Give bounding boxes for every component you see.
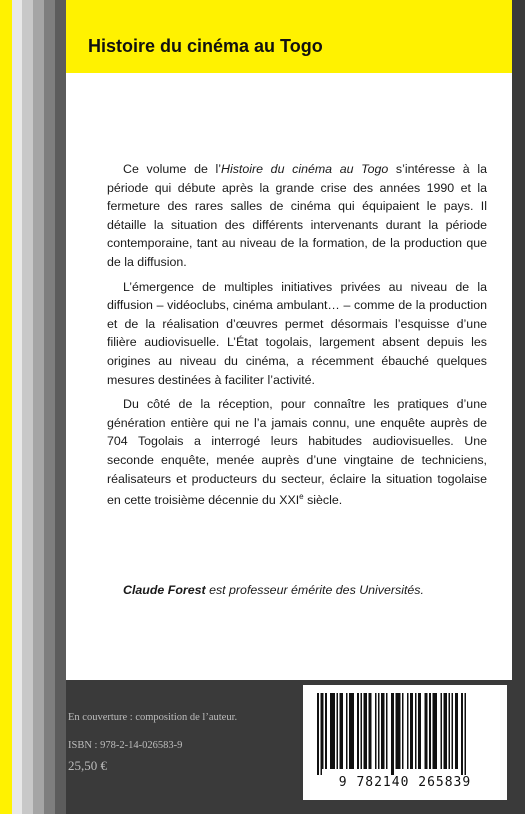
- barcode-bar: [433, 693, 435, 769]
- barcode-bar: [445, 693, 447, 769]
- p3-text-a: Du côté de la réception, pour connaître les pratiques d’une génération entière qui ne l’a jamais connu, une enquête auprès de 704 Togolais a interrogé leurs habitudes audiovisuelles. Une seconde enquête, menée auprès d’une vingtaine de techniciens, réalisateurs et producteurs du secteur, éclaire la situation togolaise en cette troisième décennie du XXI: [107, 397, 487, 508]
- barcode-bar: [361, 693, 363, 769]
- barcode-bar: [369, 693, 371, 769]
- barcode-bar: [410, 693, 412, 769]
- p3-superscript: e: [299, 492, 304, 502]
- stripe: [44, 0, 55, 814]
- back-cover-text: [107, 160, 487, 516]
- author-description: est professeur émérite des Universités.: [205, 583, 424, 597]
- barcode-bar: [397, 693, 399, 769]
- barcode-bar: [415, 693, 417, 769]
- barcode-bar: [317, 693, 319, 775]
- barcode-bar: [425, 693, 427, 769]
- book-title: Histoire du cinéma au Togo: [88, 36, 323, 56]
- p3-text-b: siècle.: [303, 493, 343, 508]
- barcode-bar: [436, 693, 438, 769]
- author-name: Claude Forest: [123, 583, 206, 597]
- barcode-bar: [386, 693, 388, 769]
- stripe: [33, 0, 44, 814]
- barcode-bar: [322, 693, 324, 769]
- barcode-bar: [365, 693, 367, 769]
- p1-text-a: Ce volume de l’: [123, 162, 222, 176]
- barcode-bar: [429, 693, 431, 769]
- isbn: ISBN : 978-2-14-026583-9: [68, 740, 183, 751]
- barcode-bar: [441, 693, 443, 769]
- barcode-bar: [449, 693, 451, 769]
- barcode-bar: [444, 693, 446, 769]
- price: 25,50 €: [68, 758, 107, 773]
- author-line: [123, 583, 424, 597]
- barcode-bar: [353, 693, 355, 769]
- p1-text-b: s’intéresse à la période qui débute après la grande crise des années 1990 et la fermeture des rares salles de cinéma qui équipaient le pays. Il détaille la situation des différents intervenants durant la période contemporaine, tant au niveau de la formation, de la production que de la diffusion.: [107, 162, 487, 269]
- barcode-number: 9 782140 265839: [338, 775, 472, 790]
- stripe: [55, 0, 66, 814]
- barcode-bar: [426, 693, 428, 769]
- barcode-bar: [378, 693, 380, 769]
- barcode-bar: [341, 693, 343, 769]
- barcode-bar: [412, 693, 414, 769]
- barcode-bar: [407, 693, 409, 769]
- barcode-bar: [399, 693, 401, 769]
- p1-title-italic: Histoire du cinéma au Togo: [221, 162, 389, 176]
- barcode-bar: [455, 693, 457, 769]
- barcode-bar: [337, 693, 339, 769]
- barcode-bar: [402, 693, 404, 769]
- paragraph-2: L’émergence de multiples initiatives privées au niveau de la diffusion – vidéoclubs, cinéma ambulant… – comme de la production et de la réalisation d’œuvres permet désormais l’esquisse d’une filière audiovisuelle. L’État togolais, largement absent depuis les origines au niveau du cinéma, a récemment ébauché quelques mesures destinées à faciliter l’activité.: [107, 279, 487, 387]
- paragraph-3: [107, 395, 487, 510]
- barcode-bar: [321, 693, 323, 775]
- barcode-bar: [357, 693, 359, 769]
- barcode-bar: [375, 693, 377, 769]
- barcode-bar: [325, 693, 327, 769]
- barcode-bar: [420, 693, 422, 769]
- barcode-bar: [349, 693, 351, 769]
- barcode-bar: [381, 693, 383, 769]
- barcode-bar: [364, 693, 366, 769]
- stripe: [12, 0, 22, 814]
- barcode-bar: [370, 693, 372, 769]
- stripe: [22, 0, 33, 814]
- barcode-bar: [418, 693, 420, 769]
- barcode-bar: [330, 693, 332, 769]
- barcode-bar: [351, 693, 353, 769]
- barcode-bar: [346, 693, 348, 769]
- barcode-bar: [332, 693, 334, 769]
- barcode-bar: [393, 693, 395, 775]
- barcode-bar: [340, 693, 342, 769]
- barcode-bar: [383, 693, 385, 769]
- barcode-bar: [434, 693, 436, 769]
- barcode-bar: [465, 693, 467, 775]
- barcode-bar: [333, 693, 335, 769]
- barcode-bar: [457, 693, 459, 769]
- paragraph-1: [107, 160, 487, 272]
- barcode-bar: [391, 693, 393, 775]
- barcode-bar: [396, 693, 398, 769]
- barcode-bar: [452, 693, 454, 769]
- barcode-bar: [461, 693, 463, 775]
- barcode-bars: [313, 693, 497, 775]
- stripe: [0, 0, 12, 814]
- barcode: [303, 685, 507, 800]
- cover-credit: En couverture : composition de l’auteur.: [68, 712, 238, 723]
